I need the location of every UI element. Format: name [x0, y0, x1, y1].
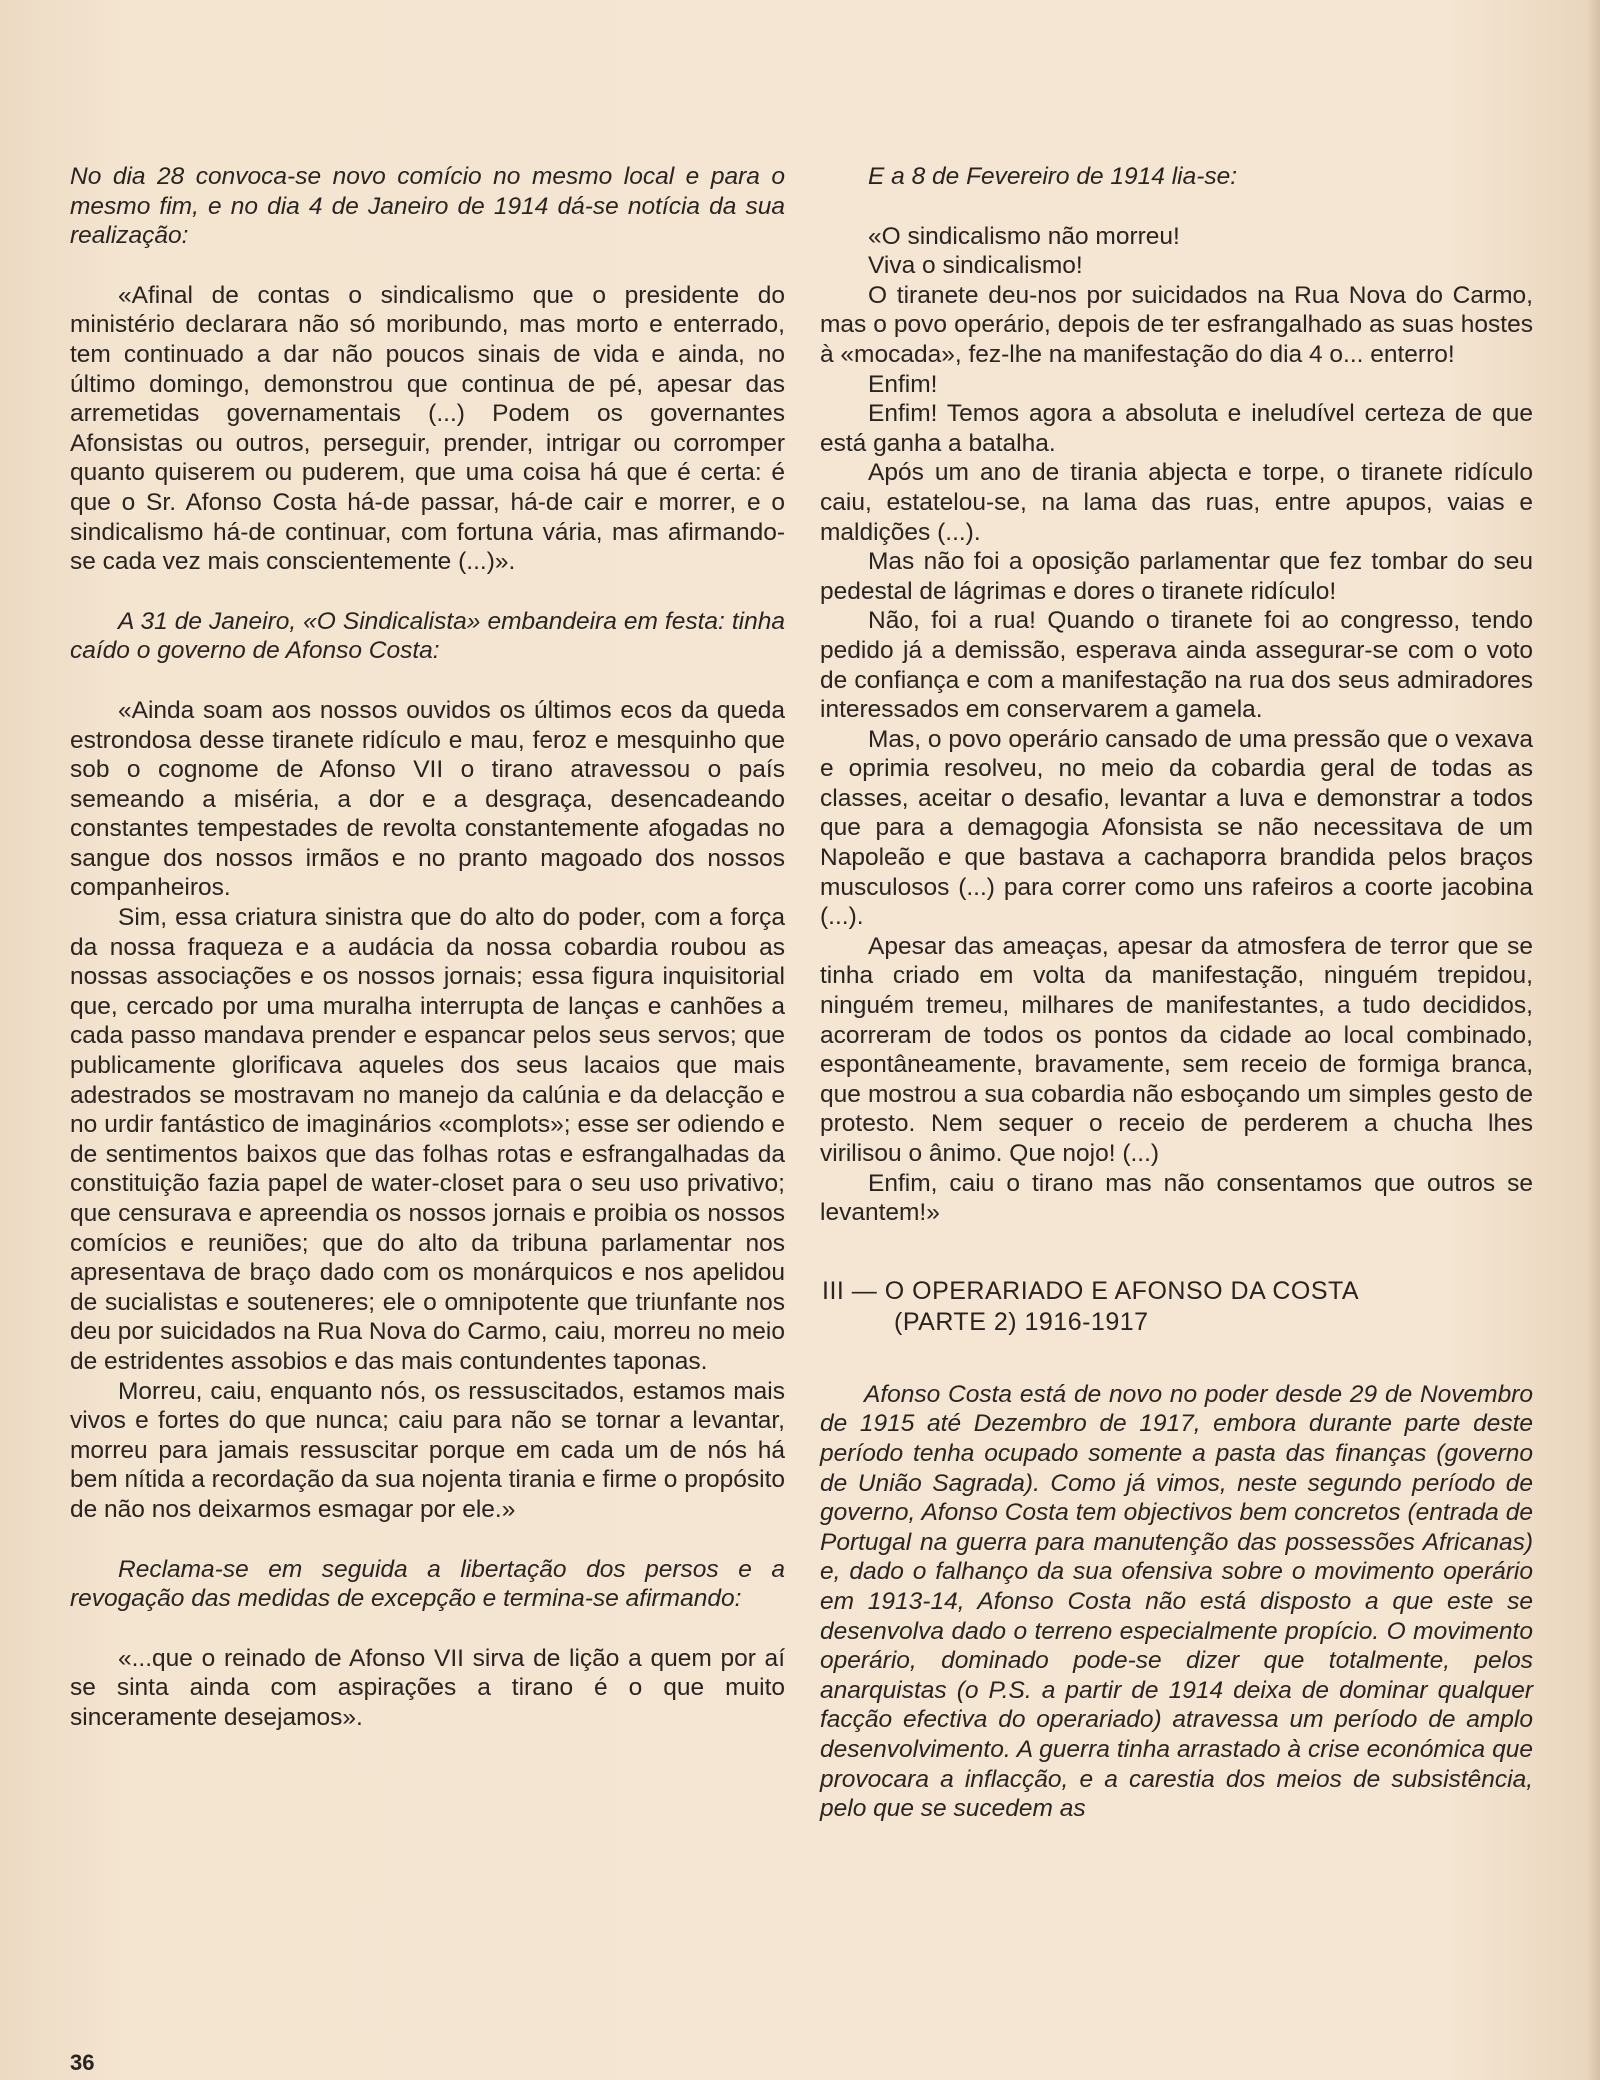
- right-column: [820, 162, 1533, 1824]
- page-edge-shadow: [1586, 0, 1600, 2080]
- quote-paragraph: Não, foi a rua! Quando o tiranete foi ao congresso, tendo pedido já a demissão, esperava ainda assegurar-se com o voto de confiança e com a manifestação na rua dos seus admiradores interessados em conservarem a gamela.: [820, 607, 1533, 724]
- intro-paragraph: Reclama-se em seguida a libertação dos persos e a revogação das medidas de excepção e termina-se afirmando:: [70, 1555, 785, 1613]
- quote-paragraph: «Afinal de contas o sindicalismo que o presidente do ministério declarara não só moribundo, mas morto e enterrado, tem continuado a dar não poucos sinais de vida e ainda, no último domingo, demonstrou que continua de pé, apesar das arremetidas governamentais (...) Podem os governantes Afonsistas ou outros, perseguir, prender, intrigar ou corromper quanto quiserem ou puderem, que uma coisa há que é certa: é que o Sr. Afonso Costa há-de passar, há-de cair e morrer, e o sindicalismo há-de continuar, com fortuna vária, mas afirmando-se cada vez mais conscientemente (...)».: [70, 281, 785, 576]
- intro-paragraph: E a 8 de Fevereiro de 1914 lia-se:: [868, 163, 1238, 190]
- page-number: 36: [70, 2050, 95, 2075]
- intro-paragraph: A 31 de Janeiro, «O Sindicalista» embandeira em festa: tinha caído o governo de Afonso Costa:: [70, 607, 785, 665]
- quote-paragraph: Sim, essa criatura sinistra que do alto do poder, com a força da nossa fraqueza e a audácia da nossa cobardia roubou as nossas associações e os nossos jornais; essa figura inquisitorial que, cercado por uma muralha interrupta de lanças e canhões a cada passo mandava prender e espancar pelos seus servos; que publicamente glorificava aqueles dos seus lacaios que mais adestrados se mostravam no manejo da calúnia e da delacção e no urdir fantástico de imaginários «complots»; esse ser odiendo e de sentimentos baixos que das folhas rotas e esfrangalhadas da constituição fazia papel de water-closet para o seu uso privativo; que censurava e apreendia os nossos jornais e proibia os nossos comícios e reuniões; que do alto da tribuna parlamentar nos apresentava de braço dado com os monárquicos e nos apelidou de sucialistas e souteneres; ele o omnipotente que triunfante nos deu por suicidados na Rua Nova do Carmo, caiu, morreu no meio de estridentes assobios e das mais contundentes taponas.: [70, 904, 785, 1375]
- body-paragraph: Afonso Costa está de novo no poder desde 29 de Novembro de 1915 até Dezembro de 1917, embora durante parte deste período tenha ocupado somente a pasta das finanças (governo de União Sagrada). Como já vimos, neste segundo período de governo, Afonso Costa tem objectivos bem concretos (entrada de Portugal na guerra para manutenção das possessões Africanas) e, dado o falhanço da sua ofensiva sobre o movimento operário em 1913-14, Afonso Costa não está disposto a que este se desenvolva dado o terreno especialmente propício. O movimento operário, dominado pode-se dizer que totalmente, pelos anarquistas (o P.S. a partir de 1914 deixa de dominar qualquer facção efectiva do operariado) atravessa um período de amplo desenvolvimento. A guerra tinha arrastado à crise económica que provocara a inflacção, e a carestia dos meios de subsistência, pelo que se sucedem as: [820, 1380, 1533, 1823]
- quote-paragraph: Mas não foi a oposição parlamentar que fez tombar do seu pedestal de lágrimas e dores o tiranete ridículo!: [820, 548, 1533, 605]
- quote-paragraph: O tiranete deu-nos por suicidados na Rua Nova do Carmo, mas o povo operário, depois de ter esfrangalhado as suas hostes à «mocada», fez-lhe na manifestação do dia 4 o... enterro!: [820, 281, 1533, 368]
- quote-paragraph: Mas, o povo operário cansado de uma pressão que o vexava e oprimia resolveu, no meio da cobardia geral de todas as classes, aceitar o desafio, levantar a luva e demonstrar a todos que para a demagogia Afonsista se não necessitava de um Napoleão e que bastava a cachaporra brandida pelos braços musculosos (...) para correr como uns rafeiros a coorte jacobina (...).: [820, 725, 1533, 931]
- intro-paragraph: No dia 28 convoca-se novo comício no mesmo local e para o mesmo fim, e no dia 4 de Janeiro de 1914 dá-se notícia da sua realização:: [70, 163, 785, 250]
- quote-paragraph: Enfim! Temos agora a absoluta e ineludível certeza de que está ganha a batalha.: [820, 400, 1533, 457]
- quote-paragraph: Após um ano de tirania abjecta e torpe, o tiranete ridículo caiu, estatelou-se, na lama das ruas, entre apupos, vaias e maldições (...).: [820, 459, 1533, 546]
- quote-paragraph: Morreu, caiu, enquanto nós, os ressuscitados, estamos mais vivos e fortes do que nunca; caiu para não se tornar a levantar, morreu para jamais ressuscitar porque em cada um de nós há bem nítida a recordação da sua nojenta tirania e firme o propósito de não nos deixarmos esmagar por ele.»: [70, 1377, 786, 1523]
- quote-paragraph: «Ainda soam aos nossos ouvidos os últimos ecos da queda estrondosa desse tiranete ridículo e mau, feroz e mesquinho que sob o cognome de Afonso VII o tirano atravessou o país semeando a miséria, a dor e a desgraça, desencadeando constantes tempestades de revolta constantemente afogadas no sangue dos nossos irmãos e no pranto magoado dos nossos companheiros.: [70, 696, 785, 902]
- quote-line: Enfim!: [868, 370, 938, 398]
- quote-line: «O sindicalismo não morreu!: [868, 222, 1180, 250]
- quote-paragraph: Enfim, caiu o tirano mas não consentamos que outros se levantem!»: [820, 1169, 1533, 1227]
- section-heading-subtitle: (PARTE 2) 1916-1917: [894, 1307, 1149, 1336]
- left-column: [70, 162, 785, 1733]
- quote-line: Viva o sindicalismo!: [868, 252, 1083, 280]
- quote-paragraph: «...que o reinado de Afonso VII sirva de lição a quem por aí se sinta ainda com aspirações a tirano é o que muito sinceramente desejamos».: [70, 1644, 785, 1731]
- quote-paragraph: Apesar das ameaças, apesar da atmosfera de terror que se tinha criado em volta da manifestação, ninguém trepidou, ninguém tremeu, milhares de manifestantes, a tudo decididos, acorreram de todos os pontos da cidade ao local combinado, espontâneamente, bravamente, sem receio de formiga branca, que mostrou a sua cobardia não esboçando um simples gesto de protesto. Nem sequer o receio de perderem a chucha lhes virilisou o ânimo. Que nojo! (...): [820, 932, 1533, 1167]
- section-heading: III — O OPERARIADO E AFONSO DA COSTA: [822, 1276, 1360, 1305]
